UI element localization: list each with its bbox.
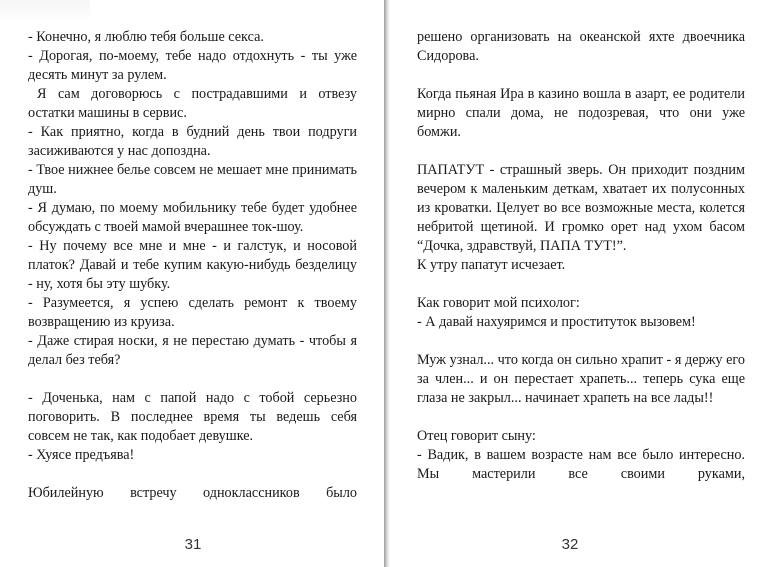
text-paragraph: Юбилейную встречу одноклассников было [28, 485, 357, 501]
text-paragraph: - Даже стирая носки, я не перестаю думать - чтобы я делал без тебя? [28, 333, 357, 368]
text-paragraph: Отец говорит сыну: [417, 428, 536, 444]
paragraph-gap [417, 142, 745, 161]
page-number: 31 [184, 536, 202, 553]
paragraph-gap [417, 275, 745, 294]
text-paragraph: - Разумеется, я успею сделать ремонт к твоему возвращению из круиза. [28, 295, 357, 330]
paragraph-gap [417, 66, 745, 85]
text-paragraph: - Конечно, я люблю тебя больше секса. [28, 29, 264, 45]
paragraph-gap [417, 332, 745, 351]
paragraph-gap [28, 370, 357, 389]
text-paragraph: Муж узнал... что когда он сильно храпит - я держу его за член... и он перестает храпеть... теперь сука еще глаза не закрыл... начинает храпеть на все лады!! [417, 352, 745, 406]
text-paragraph: К утру папатут исчезает. [417, 257, 566, 273]
paragraph-gap [417, 408, 745, 427]
paragraph-gap [28, 465, 357, 484]
right-page [390, 0, 771, 567]
left-page [0, 0, 384, 567]
text-paragraph: Когда пьяная Ира в казино вошла в азарт, ее родители мирно спали дома, не подозревая, что они уже бомжи. [417, 86, 745, 140]
text-paragraph: - Твое нижнее белье совсем не мешает мне принимать душ. [28, 162, 357, 197]
text-paragraph: Как говорит мой психолог: [417, 295, 580, 311]
text-paragraph: решено организовать на океанской яхте двоечника Сидорова. [417, 29, 745, 64]
page-number: 32 [561, 536, 579, 553]
text-paragraph: ПАПАТУТ - страшный зверь. Он приходит поздним вечером к маленьким деткам, хватает их полусонных из кроватки. Целует во все возможные места, колется небритой щетиной. И громко орет над ухом басом “Дочка, здравствуй, ПАПА ТУТ!”. [417, 162, 745, 254]
text-paragraph: - Дорогая, по-моему, тебе надо отдохнуть - ты уже десять минут за рулем. [28, 48, 357, 83]
text-paragraph: - Хуясе предъява! [28, 447, 135, 463]
text-paragraph: - Ну почему все мне и мне - и галстук, и носовой платок? Давай и тебе купим какую-нибудь безделицу - ну, хотя бы эту шубку. [28, 238, 357, 292]
text-paragraph: Я сам договорюсь с пострадавшими и отвезу остатки машины в сервис. [28, 86, 357, 121]
text-paragraph: - Как приятно, когда в будний день твои подруги засиживаются у нас допоздна. [28, 124, 357, 159]
text-paragraph: - Я думаю, по моему мобильнику тебе будет удобнее обсуждать с твоей мамой вчерашнее ток-шоу. [28, 200, 357, 235]
text-paragraph: - Вадик, в вашем возрасте нам все было интересно. Мы мастерили все своими руками, [417, 447, 745, 482]
right-page-text [417, 28, 745, 484]
left-page-text [28, 28, 357, 503]
text-paragraph: - Доченька, нам с папой надо с тобой серьезно поговорить. В последнее время ты ведешь себя совсем не так, как подобает девушке. [28, 390, 357, 444]
text-paragraph: - А давай нахуяримся и проституток вызовем! [417, 314, 696, 330]
